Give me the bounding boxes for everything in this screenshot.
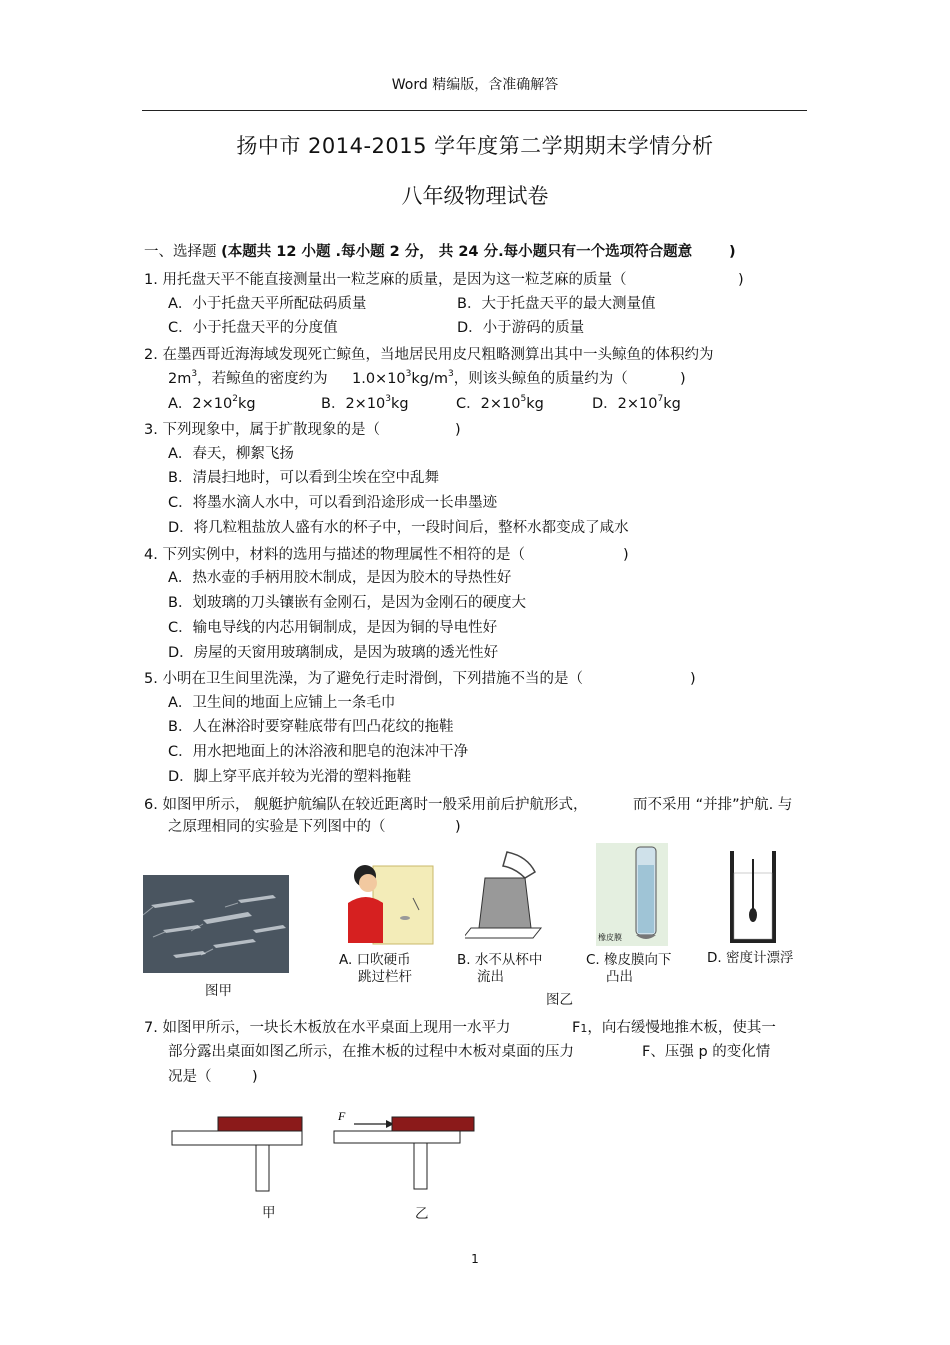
q6-option-b-line1: B. 水不从杯中 xyxy=(457,952,543,968)
q2-option-c-sup: 5 xyxy=(520,394,527,404)
table-leg-icon xyxy=(256,1145,269,1191)
q7-line2a: 部分露出桌面如图乙所示，在推木板的过程中木板对桌面的压力 xyxy=(168,1044,574,1060)
q2-option-c-unit: kg xyxy=(526,396,544,412)
table-top-icon xyxy=(172,1131,302,1145)
q7-force-f: F xyxy=(572,1020,581,1036)
q7-force-sub: 1 xyxy=(580,1022,588,1035)
photo-background xyxy=(596,843,668,946)
header-rule xyxy=(142,110,807,111)
q7-line3: 况是（ xyxy=(168,1069,212,1085)
membrane-tag: 橡皮膜 xyxy=(598,933,622,942)
q1-option-a: A．小于托盘天平所配砝码质量 xyxy=(168,296,367,312)
coin-icon xyxy=(400,916,410,920)
q3-option-a: A．春天，柳絮飞扬 xyxy=(168,446,294,462)
card-icon xyxy=(465,928,541,938)
board-figure-jia xyxy=(168,1108,308,1198)
q2-option-c-text: C．2×10 xyxy=(456,396,521,412)
inverted-cup-figure xyxy=(465,848,549,944)
q7-close: ) xyxy=(252,1069,258,1085)
q5-option-a: A．卫生间的地面上应铺上一条毛巾 xyxy=(168,695,396,711)
board-figure-yi xyxy=(330,1106,480,1198)
q3-option-c: C．将墨水滴人水中，可以看到沿途形成一长串墨迹 xyxy=(168,495,498,511)
force-label: F xyxy=(338,1109,346,1123)
q7-force xyxy=(572,1018,776,1039)
water-column-icon xyxy=(638,865,654,933)
q6-option-a-line2: 跳过栏杆 xyxy=(358,969,412,985)
section-heading-close: ) xyxy=(729,244,736,260)
blow-coin-figure xyxy=(343,858,435,946)
q7-line1c: ，向右缓慢地推木板，使其一 xyxy=(587,1020,776,1036)
q6-line1b: 而不采用 “并排”护航. 与 xyxy=(633,797,793,813)
q1-option-b: B．大于托盘天平的最大测量值 xyxy=(457,296,656,312)
fig-yi-label: 图乙 xyxy=(546,992,573,1008)
q5-option-b: B．人在淋浴时要穿鞋底带有凹凸花纹的拖鞋 xyxy=(168,719,454,735)
q6-option-c-line1: C. 橡皮膜向下 xyxy=(586,952,672,968)
q6-line1a: 6. 如图甲所示， 舰艇护航编队在较近距离时一般采用前后护航形式， xyxy=(144,797,588,813)
q2-option-c xyxy=(456,394,544,414)
q2-volume-sup: 3 xyxy=(191,369,198,379)
q1-option-c: C．小于托盘天平的分度值 xyxy=(168,320,338,336)
q2-close: ) xyxy=(680,371,686,387)
q6-option-a-line1: A. 口吹硬币 xyxy=(339,952,411,968)
q7-line2b: F、压强 p 的变化情 xyxy=(642,1044,771,1060)
q1-option-d: D．小于游码的质量 xyxy=(457,320,585,336)
q2-option-d-unit: kg xyxy=(663,396,681,412)
hydrometer-figure xyxy=(727,849,779,945)
fleet-photo xyxy=(143,875,289,973)
q4-option-b: B．划玻璃的刀头镶嵌有金刚石，是因为金刚石的硬度大 xyxy=(168,595,526,611)
q2-density xyxy=(352,369,628,389)
q2-density-sup: 3 xyxy=(405,369,412,379)
section-heading xyxy=(144,242,692,262)
q5-option-d: D．脚上穿平底并较为光滑的塑料拖鞋 xyxy=(168,769,412,785)
q2-option-d xyxy=(592,394,681,414)
tube-membrane-figure xyxy=(596,843,668,946)
exam-title: 扬中市 2014-2015 学年度第二学期期末学情分析 xyxy=(236,134,714,158)
q2-density-unit-sup: 3 xyxy=(448,369,454,379)
q3-close: ) xyxy=(455,422,461,438)
q2-stem: 2. 在墨西哥近海海域发现死亡鲸鱼，当地居民用皮尺粗略测算出其中一头鲸鱼的体积约为 xyxy=(144,347,714,363)
cup-icon xyxy=(479,878,531,928)
q5-close: ) xyxy=(690,671,696,687)
q2-option-b xyxy=(321,394,409,414)
q7-fig-jia-label: 甲 xyxy=(262,1205,276,1221)
q6-option-d-line1: D. 密度计漂浮 xyxy=(707,950,794,966)
hydrometer-bulb-icon xyxy=(749,908,757,922)
q2-line2 xyxy=(168,369,328,389)
q2-density-unit: kg/m xyxy=(411,371,449,387)
q7-line1a: 7. 如图甲所示，一块长木板放在水平桌面上现用一水平力 xyxy=(144,1020,511,1036)
table-leg-icon xyxy=(414,1143,427,1189)
q2-line2-e: ，则该头鲸鱼的质量约为（ xyxy=(453,371,628,387)
q2-option-a-text: A．2×10 xyxy=(168,396,233,412)
q2-option-d-text: D．2×10 xyxy=(592,396,658,412)
q2-option-a-sup: 2 xyxy=(232,394,238,404)
person-face-icon xyxy=(359,874,377,892)
sea-background xyxy=(143,875,289,973)
section-heading-a: 一、选择题 xyxy=(144,244,222,260)
board-icon xyxy=(392,1117,474,1131)
hand-icon xyxy=(503,852,535,878)
q5-option-c: C．用水把地面上的沐浴液和肥皂的泡沫冲干净 xyxy=(168,744,469,760)
q2-option-b-sup: 3 xyxy=(385,394,392,404)
q2-option-b-unit: kg xyxy=(391,396,409,412)
q6-close: ) xyxy=(455,819,461,835)
section-heading-b: (本题共 12 小题 .每小题 2 分， 共 24 分.每小题只有一个选项符合题意 xyxy=(221,244,693,260)
q2-density-val: 1.0×10 xyxy=(352,371,406,387)
table-top-icon xyxy=(334,1131,460,1143)
q2-line2-b: ，若鲸鱼的密度约为 xyxy=(197,371,328,387)
fig-jia-label: 图甲 xyxy=(205,983,232,999)
q1-stem: 1. 用托盘天平不能直接测量出一粒芝麻的质量，是因为这一粒芝麻的质量（ xyxy=(144,272,627,288)
q6-option-b-line2: 流出 xyxy=(477,969,504,985)
q2-volume: 2m xyxy=(168,371,192,387)
q3-stem: 3. 下列现象中，属于扩散现象的是（ xyxy=(144,422,380,438)
q5-stem: 5. 小明在卫生间里洗澡，为了避免行走时滑倒，下列措施不当的是（ xyxy=(144,671,583,687)
q7-fig-yi-label: 乙 xyxy=(415,1206,429,1222)
q4-close: ) xyxy=(623,547,629,563)
q2-option-b-text: B．2×10 xyxy=(321,396,386,412)
q6-line2: 之原理相同的实验是下列图中的（ xyxy=(168,819,386,835)
person-body-icon xyxy=(348,897,383,943)
q4-option-c: C．输电导线的内芯用铜制成，是因为铜的导电性好 xyxy=(168,620,498,636)
q4-option-d: D．房屋的天窗用玻璃制成，是因为玻璃的透光性好 xyxy=(168,645,499,661)
board-icon xyxy=(218,1117,302,1131)
q4-option-a: A．热水壶的手柄用胶木制成，是因为胶木的导热性好 xyxy=(168,570,512,586)
q2-option-a-unit: kg xyxy=(237,396,256,412)
q4-stem: 4. 下列实例中，材料的选用与描述的物理属性不相符的是（ xyxy=(144,547,525,563)
q1-close: ) xyxy=(738,272,744,288)
page-number: 1 xyxy=(471,1252,479,1266)
q6-option-c-line2: 凸出 xyxy=(606,969,633,985)
exam-subtitle: 八年级物理试卷 xyxy=(401,184,549,208)
q3-option-b: B．清晨扫地时，可以看到尘埃在空中乱舞 xyxy=(168,470,439,486)
q2-option-a xyxy=(168,394,256,414)
q2-option-d-sup: 7 xyxy=(657,394,664,404)
q3-option-d: D．将几粒粗盐放人盛有水的杯子中，一段时间后，整杯水都变成了咸水 xyxy=(168,520,629,536)
page-header: Word 精编版，含准确解答 xyxy=(391,77,559,93)
